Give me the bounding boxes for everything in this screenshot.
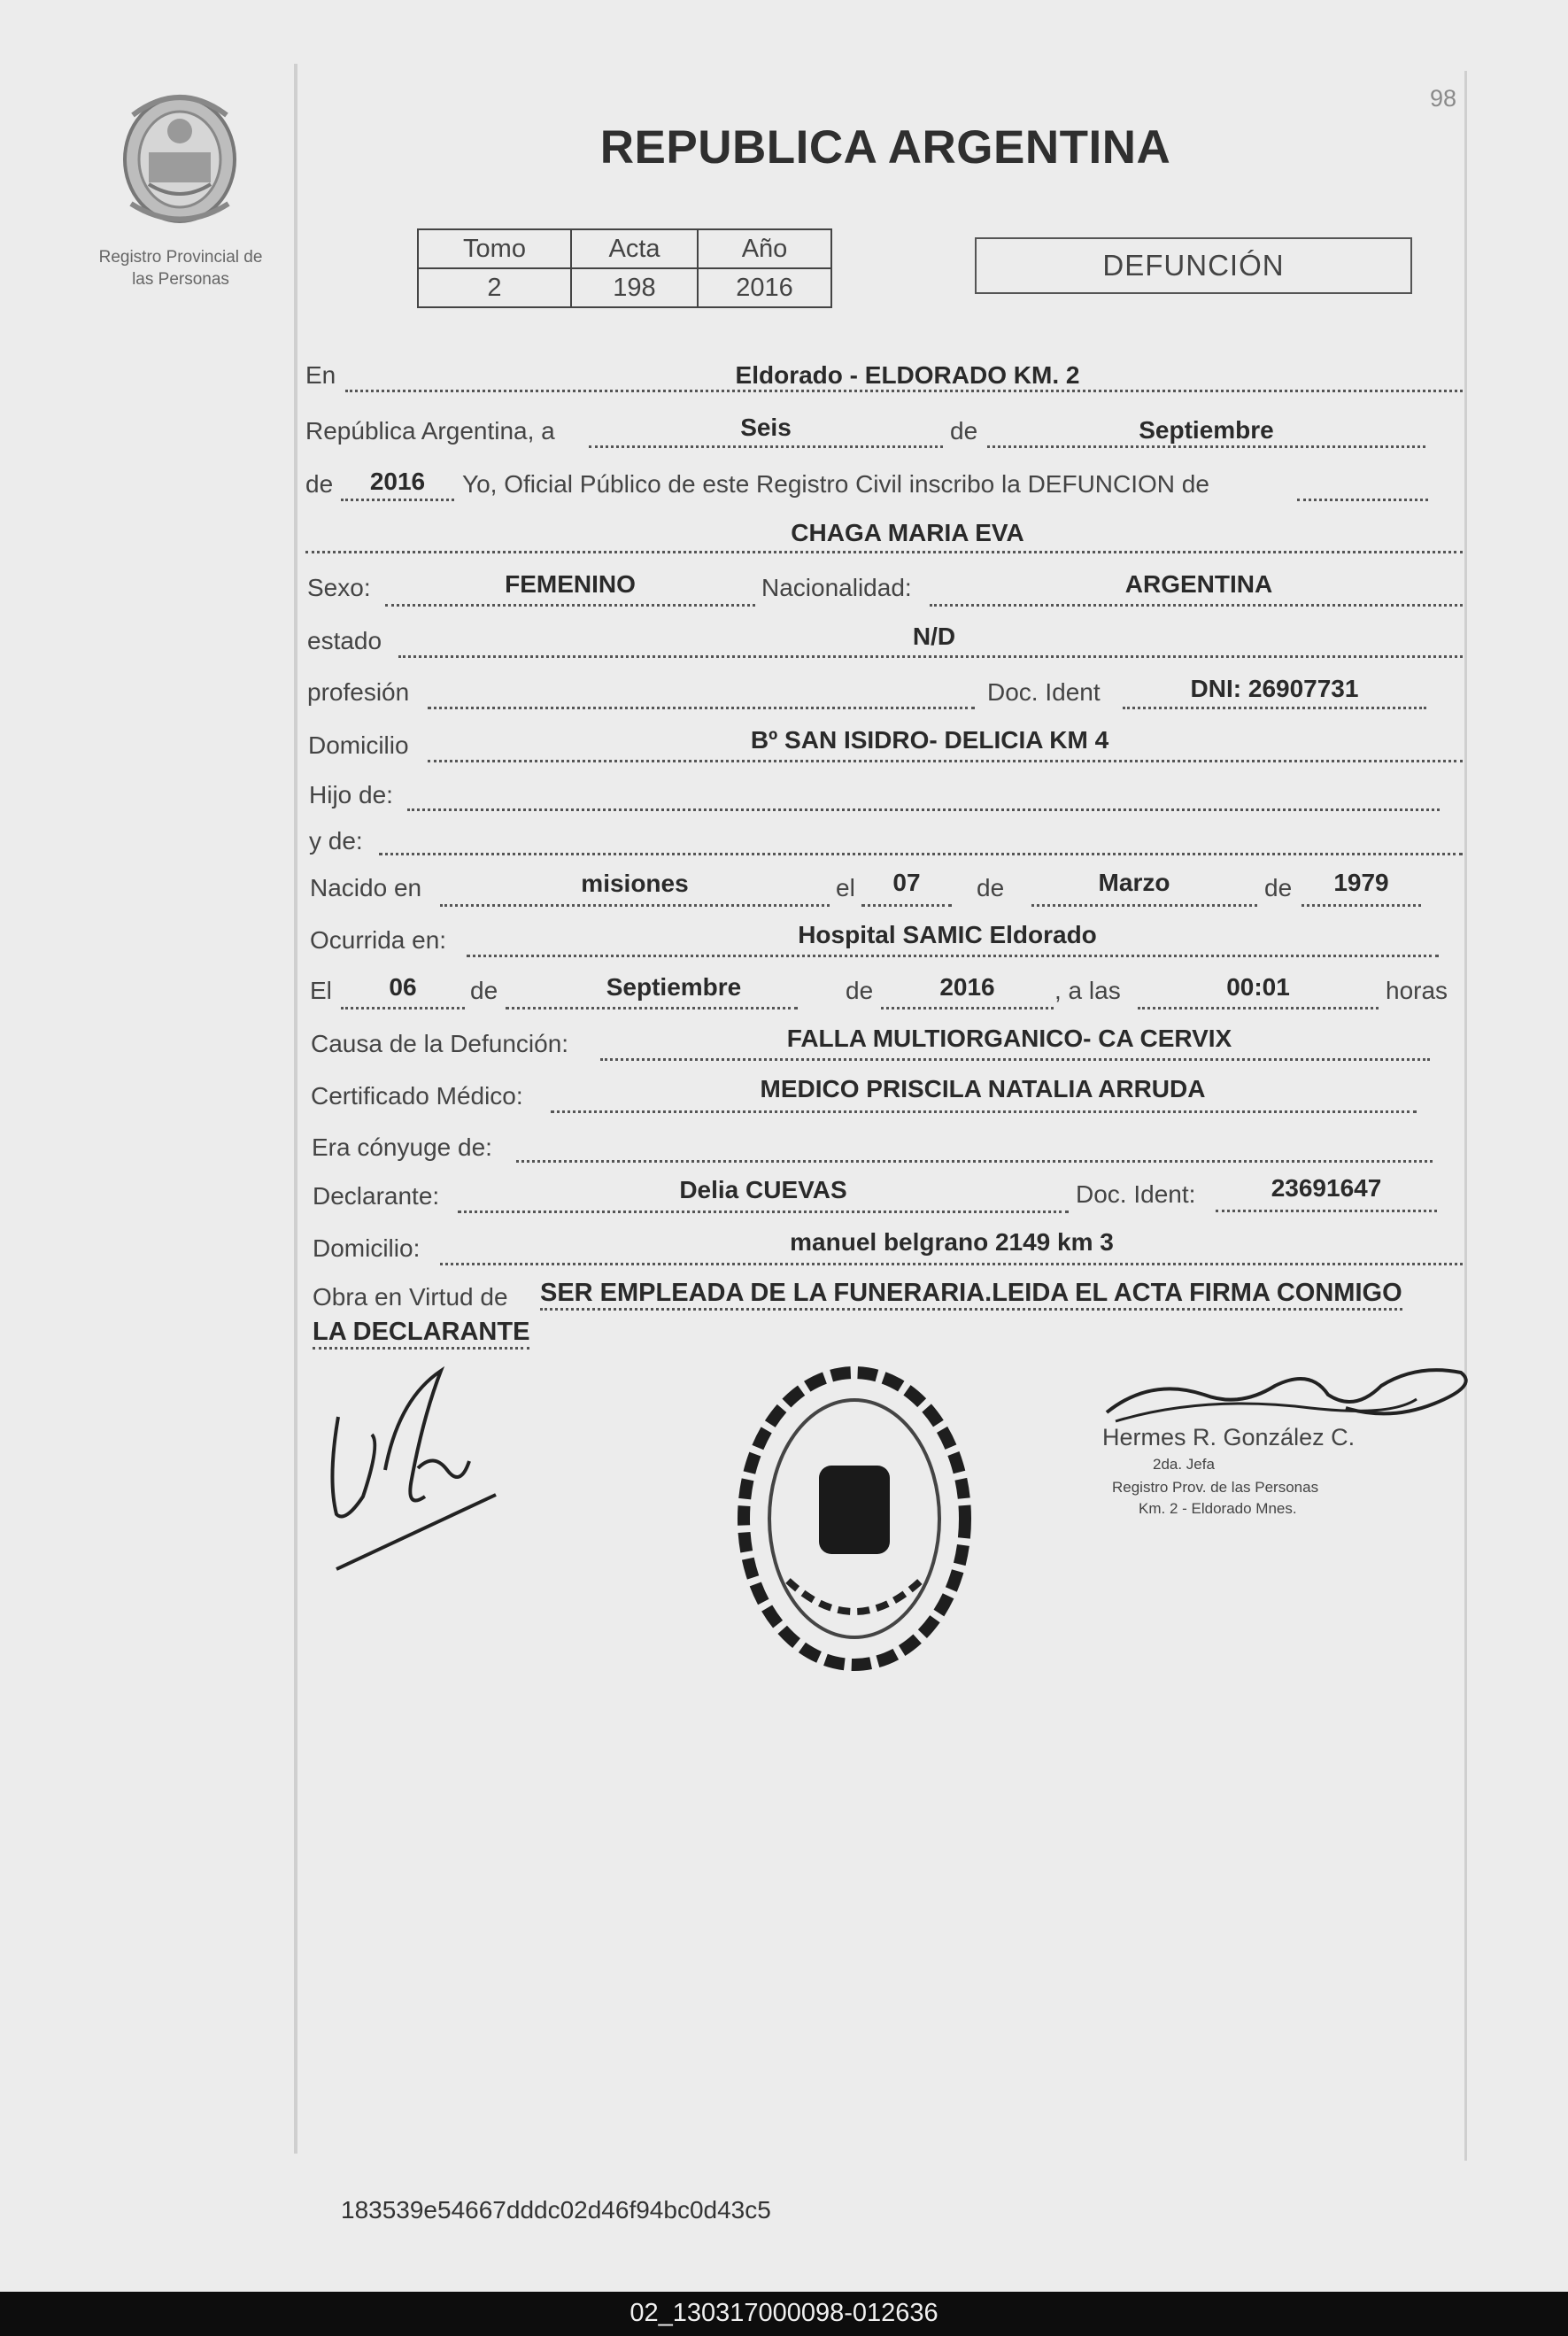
dotted-line (600, 1058, 1430, 1061)
value-doc-ident-declarante: 23691647 (1271, 1174, 1382, 1202)
header-acta: Acta (571, 229, 698, 268)
dotted-line (458, 1211, 1069, 1213)
dotted-line (1123, 707, 1426, 709)
value-nac-dia: 07 (892, 869, 921, 896)
label-declarante: Declarante: (313, 1182, 440, 1210)
label-nacido-en: Nacido en (310, 874, 422, 901)
value-dia: Seis (740, 414, 792, 441)
official-registry: Registro Prov. de las Personas (1112, 1479, 1319, 1496)
label-a-las: , a las (1054, 977, 1121, 1004)
registry-caption (69, 246, 292, 290)
dotted-line (516, 1160, 1433, 1163)
page-number: 98 (1430, 85, 1457, 112)
label-certificado: Certificado Médico: (311, 1082, 523, 1110)
dotted-line (1216, 1210, 1437, 1212)
label-doc-ident: Doc. Ident (987, 678, 1101, 706)
official-name: Hermes R. González C. (1102, 1424, 1356, 1450)
dotted-line (589, 445, 943, 448)
dotted-line (379, 853, 1463, 855)
value-declarante: Delia CUEVAS (679, 1176, 847, 1203)
provincial-coat-of-arms-logo (113, 80, 246, 230)
value-certificado: MEDICO PRISCILA NATALIA ARRUDA (760, 1075, 1206, 1102)
right-margin-line (1464, 71, 1467, 2161)
dotted-line (428, 707, 975, 709)
label-de-nac-anio: de (1264, 874, 1293, 901)
value-anio: 2016 (698, 268, 831, 307)
dotted-line (398, 655, 1463, 658)
left-margin-line (294, 64, 297, 2154)
dotted-line (345, 390, 1463, 392)
record-table-header-row (418, 229, 831, 268)
dotted-line (341, 1007, 465, 1009)
value-acta: 198 (571, 268, 698, 307)
registry-line-2: las Personas (132, 270, 229, 289)
dotted-line (305, 551, 1463, 553)
value-def-hora: 00:01 (1226, 973, 1290, 1001)
label-de: de (950, 417, 978, 445)
value-obra-line2: LA DECLARANTE (313, 1318, 529, 1350)
value-nac-anio: 1979 (1333, 869, 1389, 896)
record-table-value-row (418, 268, 831, 307)
label-conyuge: Era cónyuge de: (312, 1133, 492, 1161)
dotted-line (440, 904, 830, 907)
dotted-line (467, 955, 1439, 957)
label-obra: Obra en Virtud de (313, 1283, 508, 1311)
dotted-line (1297, 499, 1428, 501)
label-sexo: Sexo: (307, 574, 371, 601)
dotted-line (506, 1007, 798, 1009)
value-def-anio: 2016 (939, 973, 995, 1001)
registry-line-1: Registro Provincial de (98, 248, 263, 267)
official-place: Km. 2 - Eldorado Mnes. (1139, 1500, 1297, 1517)
label-nacionalidad: Nacionalidad: (761, 574, 912, 601)
dotted-line (341, 499, 454, 501)
value-domicilio-declarante: manuel belgrano 2149 km 3 (790, 1228, 1114, 1256)
value-nacionalidad: ARGENTINA (1124, 570, 1273, 598)
label-profesion: profesión (307, 678, 410, 706)
record-table (417, 228, 832, 308)
label-inscribo: Yo, Oficial Público de este Registro Civil inscribo la DEFUNCION de (462, 470, 1209, 498)
label-horas: horas (1386, 977, 1448, 1004)
value-nacido-en: misiones (581, 870, 689, 897)
document-hash: 183539e54667dddc02d46f94bc0d43c5 (341, 2196, 771, 2224)
header-anio: Año (698, 229, 831, 268)
label-de-anio: de (305, 470, 334, 498)
value-mes: Septiembre (1139, 416, 1274, 444)
value-def-mes: Septiembre (606, 973, 742, 1001)
value-doc-ident: DNI: 26907731 (1190, 675, 1359, 702)
value-sexo: FEMENINO (505, 570, 636, 598)
label-de-def-anio: de (846, 977, 874, 1004)
document-title: REPUBLICA ARGENTINA (599, 121, 1171, 174)
dotted-line (1031, 904, 1257, 907)
declarant-signature (319, 1364, 514, 1585)
dotted-line (1138, 1007, 1379, 1009)
label-de-nac: de (977, 874, 1005, 901)
value-estado: N/D (912, 623, 956, 650)
dotted-line (551, 1110, 1417, 1113)
label-republica: República Argentina, a (305, 417, 555, 445)
dotted-line (407, 808, 1440, 811)
label-causa: Causa de la Defunción: (311, 1030, 569, 1057)
label-el: el (836, 874, 855, 901)
label-domicilio: Domicilio (308, 731, 409, 759)
footer-code: 02_130317000098-012636 (630, 2299, 938, 2327)
label-de-def: de (470, 977, 498, 1004)
value-tomo: 2 (418, 268, 571, 307)
value-obra-line1: SER EMPLEADA DE LA FUNERARIA.LEIDA EL ACTA FIRMA CONMIGO (540, 1279, 1402, 1311)
record-type-box: DEFUNCIÓN (975, 237, 1412, 294)
dotted-line (1302, 904, 1421, 907)
dotted-line (881, 1007, 1054, 1009)
label-en: En (305, 361, 336, 389)
value-nac-mes: Marzo (1098, 869, 1170, 896)
label-ocurrida-en: Ocurrida en: (310, 926, 447, 954)
dotted-line (428, 760, 1463, 762)
label-hijo-de: Hijo de: (309, 781, 393, 808)
official-stamp (735, 1359, 974, 1678)
dotted-line (385, 604, 755, 607)
label-el-fecha: El (310, 977, 332, 1004)
dotted-line (930, 604, 1463, 607)
label-domicilio-declarante: Domicilio: (313, 1234, 421, 1262)
label-doc-ident-declarante: Doc. Ident: (1076, 1180, 1196, 1208)
header-tomo: Tomo (418, 229, 571, 268)
dotted-line (440, 1263, 1463, 1265)
value-nombre: CHAGA MARIA EVA (791, 519, 1024, 546)
value-def-dia: 06 (389, 973, 417, 1001)
dotted-line (861, 904, 952, 907)
value-causa: FALLA MULTIORGANICO- CA CERVIX (786, 1025, 1232, 1052)
value-anio: 2016 (369, 468, 426, 495)
official-role: 2da. Jefa (1153, 1456, 1215, 1473)
label-estado: estado (307, 627, 382, 654)
value-lugar: Eldorado - ELDORADO KM. 2 (735, 361, 1080, 389)
value-domicilio: Bº SAN ISIDRO- DELICIA KM 4 (750, 726, 1109, 754)
dotted-line (987, 445, 1425, 448)
label-y-de: y de: (309, 827, 363, 855)
value-ocurrida-en: Hospital SAMIC Eldorado (798, 921, 1097, 948)
